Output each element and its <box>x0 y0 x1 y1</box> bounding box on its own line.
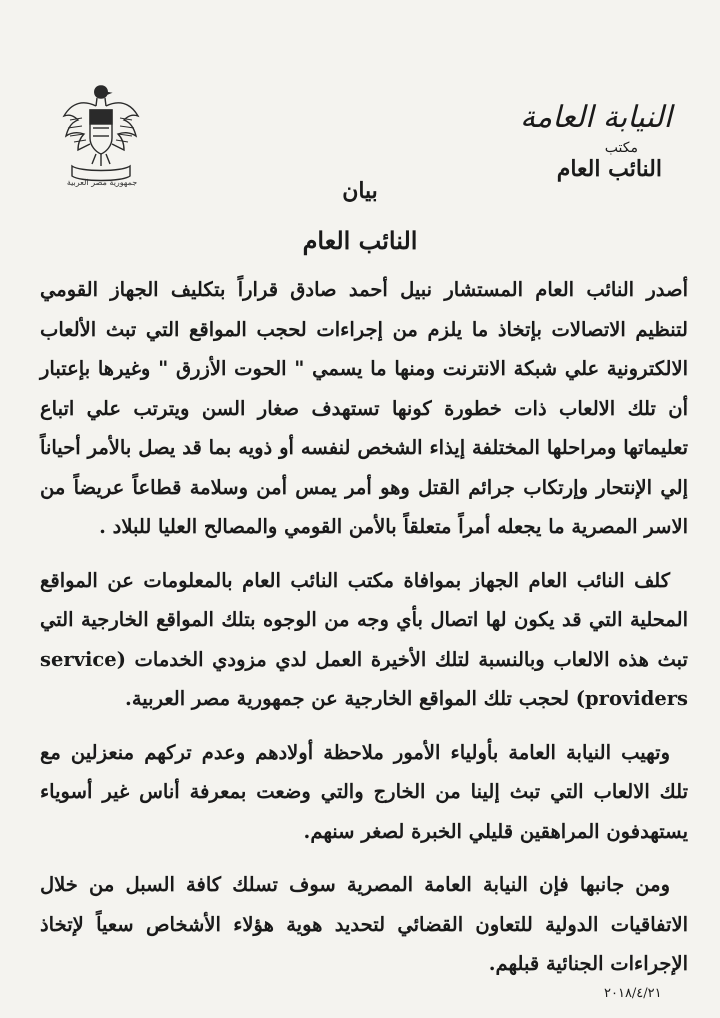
statement-body <box>40 270 688 998</box>
paragraph-2-after: ) لحجب تلك المواقع الخارجية عن جمهورية مصر العربية. <box>125 687 586 710</box>
statement-title: بيان <box>342 178 378 204</box>
statement-subtitle: النائب العام <box>302 226 418 255</box>
letterhead <box>472 100 672 182</box>
paragraph-2 <box>40 561 688 719</box>
office-title: النائب العام <box>556 156 662 182</box>
paragraph-4: ومن جانبها فإن النيابة العامة المصرية سوف تسلك كافة السبل من خلال الاتفاقيات الدولية للتعاون القضائي لتحديد هوية هؤلاء الأشخاص سعياً لإتخاذ الإجراءات الجنائية قبلهم. <box>40 873 688 975</box>
organization-name: النيابة العامة <box>520 100 672 135</box>
service-providers-term: service providers <box>40 647 688 710</box>
paragraph-3: وتهيب النيابة العامة بأولياء الأمور ملاحظة أولادهم وعدم تركهم منعزلين مع تلك الالعاب التي تبث إلينا من الخارج والتي وضعت بمعرفة أناس غير أسوياء يستهدفون المراهقين قليلي الخبرة لصغر سنهم. <box>40 740 688 843</box>
emblem-caption: جمهورية مصر العربية <box>66 178 138 187</box>
paragraph-1: أصدر النائب العام المستشار نبيل أحمد صادق قراراً بتكليف الجهاز القومي لتنظيم الاتصالات بإتخاذ ما يلزم من إجراءات لحجب المواقع التي تبث الألعاب الالكترونية علي شبكة الانترنت ومنها ما يسمي " الحوت الأزرق " وغيرها بإعتبار أن تلك الالعاب ذات خطورة كونها تستهدف صغار السن ويترتب علي اتباع تعليماتها ومراحلها المختلفة إيذاء الشخص لنفسه أو ذويه بما قد يصل بالأمر أحياناً إلي الإنتحار وإرتكاب جرائم القتل وهو أمر يمس أمن وسلامة قطاعاً عريضاً من الاسر المصرية ما يجعله أمراً متعلقاً بالأمن القومي والمصالح العليا للبلاد . <box>40 278 688 538</box>
paragraph-2-before: كلف النائب العام الجهاز بموافاة مكتب النائب العام بالمعلومات عن المواقع المحلية التي قد يكون لها اتصال بأي وجه من الوجوه بتلك المواقع الخارجية التي تبث هذه الالعاب وبالنسبة لتلك الأخيرة العمل لدي مزودي الخدمات ( <box>40 568 688 671</box>
statement-date: ٢٠١٨/٤/٢١ <box>604 986 662 1001</box>
office-label: مكتب <box>604 140 638 156</box>
eagle-emblem-icon <box>60 80 142 190</box>
